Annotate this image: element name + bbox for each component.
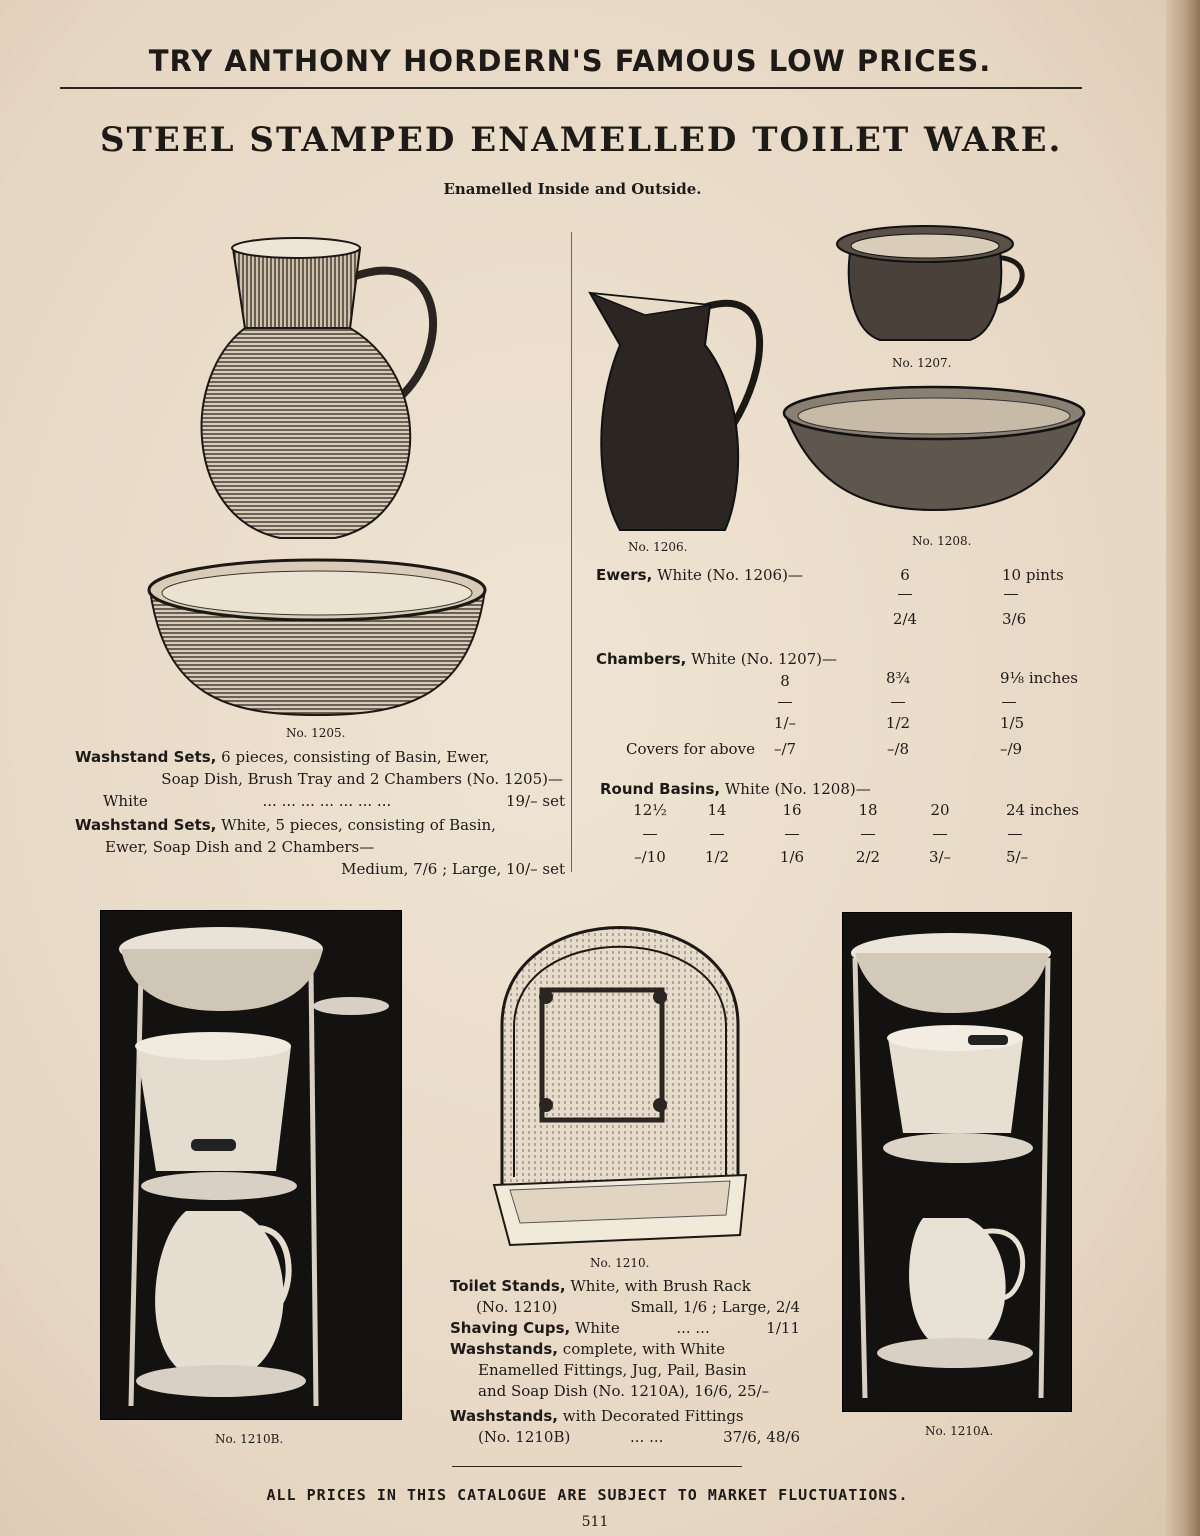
bottom-centre-text (450, 1276, 800, 1448)
shaving-cups-dots: ... ... (676, 1319, 710, 1337)
page-header: TRY ANTHONY HORDERN'S FAMOUS LOW PRICES. (148, 44, 992, 78)
washstands-2-dots: ... ... (630, 1428, 664, 1446)
basins-dash-1 (625, 824, 675, 842)
basins-price-3: 1/6 (779, 848, 805, 866)
basins-size-2: 14 (707, 801, 727, 819)
header-rule (60, 87, 1082, 89)
ewer-1206-illustration (585, 285, 770, 540)
basins-dash-3 (772, 824, 812, 842)
caption-no-1205: No. 1205. (286, 726, 346, 740)
washstand-sets-5-line1: White, 5 pieces, consisting of Basin, (221, 816, 496, 834)
shaving-cups-desc: White (575, 1319, 620, 1337)
washstands-2-prices: 37/6, 48/6 (723, 1428, 800, 1446)
covers-price-1: –/7 (773, 740, 797, 758)
caption-no-1210a: No. 1210A. (925, 1424, 994, 1438)
basins-price-4: 2/2 (855, 848, 881, 866)
page-subtitle: Enamelled Inside and Outside. (443, 180, 702, 198)
washstand-1210b-illustration (101, 911, 403, 1421)
basins-size-4: 18 (858, 801, 878, 819)
shaving-cups-label: Shaving Cups, (450, 1319, 571, 1337)
washstand-sets-5-line2: Ewer, Soap Dish and 2 Chambers— (105, 838, 375, 856)
ewers-size-2: 10 pints (1002, 566, 1064, 584)
basins-size-3: 16 (782, 801, 802, 819)
basin-1208-illustration (782, 385, 1087, 515)
washstand-sets-6-label: Washstand Sets, (75, 748, 217, 766)
chambers-size-3: 9⅛ inches (1000, 669, 1078, 687)
page-number: 511 (581, 1514, 609, 1530)
washstands-1-line2: Enamelled Fittings, Jug, Pail, Basin (478, 1361, 747, 1379)
ewers-size-1: 6 (900, 566, 910, 584)
chamber-1207-illustration (835, 222, 1025, 347)
ewers-label: Ewers, (596, 566, 653, 584)
covers-price-2: –/8 (886, 740, 910, 758)
toilet-stands-label: Toilet Stands, (450, 1277, 566, 1295)
basins-label: Round Basins, (600, 780, 721, 798)
caption-no-1206: No. 1206. (628, 540, 688, 554)
caption-no-1210b: No. 1210B. (215, 1432, 284, 1446)
photo-washstand-1210b (100, 910, 402, 1420)
basins-dash-4 (848, 824, 888, 842)
chambers-label: Chambers, (596, 650, 687, 668)
chambers-heading (596, 650, 837, 668)
ewers-dash-2 (1004, 584, 1018, 602)
washstand-sets-6-line2: Soap Dish, Brush Tray and 2 Chambers (No. 1205)— (161, 770, 563, 788)
basins-price-6: 5/– (1006, 848, 1029, 866)
covers-price-3: –/9 (1000, 740, 1023, 758)
book-spine-shadow (1166, 0, 1200, 1536)
column-divider (571, 232, 572, 872)
basins-heading (600, 780, 871, 798)
ewers-price-2: 3/6 (1002, 610, 1027, 628)
chambers-price-1: 1/– (773, 714, 797, 732)
basins-size-5: 20 (930, 801, 950, 819)
toilet-stands-prices: Small, 1/6 ; Large, 2/4 (630, 1298, 800, 1316)
washstands-2-label: Washstands, (450, 1407, 559, 1425)
washstand-sets-6-color: White (103, 792, 148, 810)
toilet-stands-line1: White, with Brush Rack (570, 1277, 751, 1295)
washstands-1-line1: complete, with White (562, 1340, 726, 1358)
washstand-sets-5-block (75, 814, 565, 880)
footer-rule (452, 1466, 742, 1467)
caption-no-1207: No. 1207. (892, 356, 952, 370)
basins-price-5: 3/– (928, 848, 952, 866)
basins-dash-2 (697, 824, 737, 842)
chambers-size-2: 8¾ (885, 669, 911, 687)
ewers-dash-1 (880, 584, 930, 602)
page-title: STEEL STAMPED ENAMELLED TOILET WARE. (100, 120, 1063, 160)
ewers-price-1: 2/4 (892, 610, 918, 628)
photo-washstand-1210a (842, 912, 1072, 1412)
leader-dots: ... ... ... ... ... ... ... (262, 792, 392, 810)
chambers-dash-3 (1002, 692, 1016, 710)
washstand-sets-5-label: Washstand Sets, (75, 816, 217, 834)
toilet-stand-1210-illustration (490, 915, 750, 1255)
chambers-dash-1 (765, 692, 805, 710)
washstands-1-label: Washstands, (450, 1340, 559, 1358)
basins-price-2: 1/2 (704, 848, 730, 866)
washstand-sets-5-line3: Medium, 7/6 ; Large, 10/– set (341, 860, 565, 878)
page-footer: ALL PRICES IN THIS CATALOGUE ARE SUBJECT TO MARKET FLUCTUATIONS. (266, 1486, 909, 1504)
toilet-stands-number: (No. 1210) (476, 1298, 558, 1316)
washstand-1210a-illustration (843, 913, 1073, 1413)
washstand-sets-6-price: 19/– set (505, 792, 565, 810)
ewers-heading (596, 566, 803, 584)
washstands-2-number: (No. 1210B) (478, 1428, 571, 1446)
washstands-1-line3: and Soap Dish (No. 1210A), 16/6, 25/– (478, 1382, 770, 1400)
chambers-price-2: 1/2 (885, 714, 911, 732)
washstands-2-line1: with Decorated Fittings (562, 1407, 744, 1425)
basins-dash-5 (920, 824, 960, 842)
basins-size-6: 24 inches (1006, 801, 1079, 819)
basins-dash-6 (1008, 824, 1022, 842)
shaving-cups-price: 1/11 (766, 1319, 800, 1337)
chambers-desc: White (No. 1207)— (691, 650, 838, 668)
jug-1205-illustration (185, 228, 455, 546)
caption-no-1210: No. 1210. (590, 1256, 650, 1270)
ewers-desc: White (No. 1206)— (657, 566, 803, 584)
basins-price-1: –/10 (634, 848, 666, 866)
basins-desc: White (No. 1208)— (724, 780, 871, 798)
washstand-sets-6-block (75, 746, 565, 812)
washstand-sets-6-line1: 6 pieces, consisting of Basin, Ewer, (221, 748, 490, 766)
chambers-dash-2 (878, 692, 918, 710)
basins-size-1: 12½ (633, 801, 667, 819)
chambers-price-3: 1/5 (1000, 714, 1025, 732)
covers-label: Covers for above (626, 740, 755, 758)
caption-no-1208: No. 1208. (912, 534, 972, 548)
basin-1205-illustration (145, 555, 490, 720)
chambers-size-1: 8 (780, 672, 790, 690)
